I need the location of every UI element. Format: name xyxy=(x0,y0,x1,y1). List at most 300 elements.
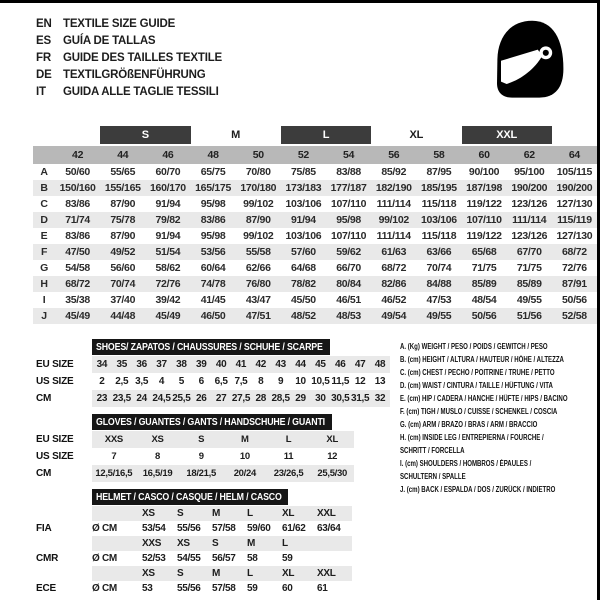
size-value: 103/106 xyxy=(285,230,322,242)
size-col-header: 42 xyxy=(72,149,84,161)
language-title: TEXTILE SIZE GUIDE xyxy=(63,17,176,30)
row-cells xyxy=(92,521,352,536)
shoes-table-title-bar xyxy=(92,339,330,355)
value-cell: 25,5/30 xyxy=(317,468,347,479)
legend-item: G. (cm) ARM / BRAZO / BRAS / ARM / BRACCIO xyxy=(400,420,538,429)
standard-label: ECE xyxy=(36,583,56,594)
value-cell: 32 xyxy=(374,393,386,404)
size-value: 103/106 xyxy=(285,198,322,210)
sub-row xyxy=(36,373,390,390)
textile-table-body xyxy=(33,164,597,324)
size-value: 79/82 xyxy=(155,214,181,226)
size-value: 68/72 xyxy=(381,262,407,274)
size-value: 46/52 xyxy=(381,294,407,306)
row-letter: E xyxy=(40,230,48,242)
legend-item: B. (cm) HEIGHT / ALTURA / HAUTEUR / HÖHE / ALTEZZA xyxy=(400,355,564,364)
value-cell: 30,5 xyxy=(331,393,350,404)
size-value: 43/47 xyxy=(245,294,271,306)
gloves-table-title: GLOVES / GUANTES / GANTS / HANDSCHUHE / GUANTI xyxy=(96,416,325,428)
row-cells xyxy=(92,506,352,521)
size-value: 68/72 xyxy=(65,278,90,290)
value-cell: 4 xyxy=(158,376,165,387)
size-value: 46/51 xyxy=(336,294,361,306)
table-row xyxy=(33,260,597,276)
size-value: 115/118 xyxy=(421,198,457,210)
size-value: 127/130 xyxy=(556,230,593,242)
size-value: 85/89 xyxy=(471,278,497,290)
size-value: 35/38 xyxy=(65,294,90,306)
value-cell: 46 xyxy=(334,359,346,370)
size-value: 76/80 xyxy=(245,278,271,290)
value-cell: 23 xyxy=(96,393,108,404)
size-value: 53/56 xyxy=(200,246,226,258)
language-title: GUIDA ALLE TAGLIE TESSILI xyxy=(63,85,219,98)
size-value: 47/50 xyxy=(65,246,90,258)
size-value: 99/102 xyxy=(243,230,274,242)
size-value: 49/55 xyxy=(516,294,542,306)
legend-item: F. (cm) TIGH / MUSLO / CUISSE / SCHENKEL / COSCIA xyxy=(400,407,558,416)
value-cell: 34 xyxy=(96,359,108,370)
row-letter: H xyxy=(40,278,48,290)
size-value: 78/82 xyxy=(291,278,316,290)
shoes-table-title: SHOES/ ZAPATOS / CHAUSSURES / SCHUHE / SCARPE xyxy=(96,341,323,353)
size-value: 46/50 xyxy=(200,310,226,322)
row-label: CM xyxy=(36,468,52,479)
helmet-size-header: XL xyxy=(282,568,295,579)
value-cell: 23/26,5 xyxy=(273,468,304,479)
sub-row xyxy=(36,448,354,465)
value-cell: 29 xyxy=(295,393,306,404)
helmet-size-header: M xyxy=(247,538,256,549)
helmet-size-value: 57/58 xyxy=(212,523,236,534)
value-cell: 13 xyxy=(374,376,386,387)
value-cell: 31,5 xyxy=(350,393,370,404)
value-cell: 38 xyxy=(176,359,187,370)
helmet-size-header: L xyxy=(247,508,253,519)
row-letter: I xyxy=(42,294,46,306)
size-value: 91/94 xyxy=(155,198,181,210)
size-value: 61/63 xyxy=(381,246,407,258)
helmet-size-value: 53/54 xyxy=(142,523,166,534)
size-value: 83/86 xyxy=(200,214,226,226)
sub-row xyxy=(36,465,354,482)
size-value: 190/200 xyxy=(556,182,593,194)
size-value: 95/98 xyxy=(336,214,361,226)
helmet-size-value: 57/58 xyxy=(212,583,236,594)
size-value: 83/88 xyxy=(336,166,361,178)
row-cells xyxy=(92,551,352,566)
size-value: 52/58 xyxy=(562,310,587,322)
value-cell: XL xyxy=(326,434,338,445)
language-code: ES xyxy=(36,34,51,47)
language-code: IT xyxy=(36,85,46,98)
legend-item: C. (cm) CHEST / PECHO / POITRINE / TRUHE / PETTO xyxy=(400,368,555,377)
size-value: 75/78 xyxy=(110,214,136,226)
size-value: 123/126 xyxy=(511,230,548,242)
language-row xyxy=(36,49,222,66)
size-group-l: L xyxy=(281,126,371,144)
size-value: 44/48 xyxy=(110,310,136,322)
size-value: 50/56 xyxy=(562,294,587,306)
size-value: 111/114 xyxy=(512,214,547,226)
size-col-header: 64 xyxy=(568,149,580,161)
helmet-table-title-bar xyxy=(92,489,288,505)
size-value: 51/54 xyxy=(155,246,181,258)
value-cell: 45 xyxy=(315,359,326,370)
size-value: 48/53 xyxy=(336,310,361,322)
size-number-header-row xyxy=(33,146,597,164)
sub-row xyxy=(36,390,390,407)
size-value: 66/70 xyxy=(336,262,361,274)
table-row xyxy=(33,308,597,324)
size-col-header: 62 xyxy=(523,149,535,161)
size-value: 105/115 xyxy=(556,166,593,178)
value-cell: 25,5 xyxy=(172,393,191,404)
size-value: 45/50 xyxy=(291,294,316,306)
size-value: 50/56 xyxy=(471,310,497,322)
value-cell: 24,5 xyxy=(152,393,171,404)
size-value: 65/75 xyxy=(200,166,226,178)
size-value: 99/102 xyxy=(378,214,409,226)
size-value: 59/62 xyxy=(336,246,361,258)
size-value: 45/49 xyxy=(155,310,181,322)
size-value: 74/78 xyxy=(200,278,226,290)
helmet-size-value: 63/64 xyxy=(317,523,341,534)
size-group-xl: XL xyxy=(409,129,424,141)
size-value: 90/100 xyxy=(468,166,500,178)
size-value: 39/42 xyxy=(155,294,181,306)
helmet-size-value: 59 xyxy=(247,583,258,594)
value-cell: 10 xyxy=(295,376,306,387)
size-value: 55/58 xyxy=(245,246,271,258)
legend-item: E. (cm) HIP / CADERA / HANCHE / HÜFTE / HIPS / BACINO xyxy=(400,394,568,403)
row-cells xyxy=(92,431,354,448)
size-col-header: 44 xyxy=(117,149,129,161)
size-value: 56/60 xyxy=(110,262,136,274)
sub-row xyxy=(36,536,352,551)
language-code: EN xyxy=(36,17,52,30)
standard-label: FIA xyxy=(36,523,52,534)
size-value: 107/110 xyxy=(330,230,367,242)
size-value: 91/94 xyxy=(291,214,316,226)
language-row xyxy=(36,32,222,49)
size-col-header: 52 xyxy=(297,149,309,161)
language-title: GUÍA DE TALLAS xyxy=(63,34,156,47)
value-cell: 23,5 xyxy=(112,393,131,404)
size-value: 37/40 xyxy=(110,294,136,306)
size-value: 65/68 xyxy=(471,246,497,258)
size-value: 107/110 xyxy=(330,198,367,210)
helmet-size-value: 59 xyxy=(282,553,293,564)
size-col-header: 60 xyxy=(478,149,490,161)
language-title-list xyxy=(36,15,222,100)
size-value: 160/170 xyxy=(149,182,186,194)
size-col-header: 46 xyxy=(162,149,174,161)
standard-label: CMR xyxy=(36,553,59,564)
helmet-size-header: S xyxy=(212,538,219,549)
helmet-size-header: XXS xyxy=(142,538,162,549)
size-value: 47/51 xyxy=(245,310,271,322)
helmet-size-value: 61 xyxy=(317,583,328,594)
size-col-header: 56 xyxy=(388,149,400,161)
legend-item: SCHRITT / FORCELLA xyxy=(400,446,465,455)
size-value: 70/74 xyxy=(110,278,136,290)
size-value: 71/74 xyxy=(65,214,90,226)
helmet-size-header: XS xyxy=(142,508,155,519)
row-label: CM xyxy=(36,393,52,404)
row-label: EU SIZE xyxy=(36,359,74,370)
language-row xyxy=(36,83,222,100)
size-value: 165/175 xyxy=(195,182,231,194)
size-value: 54/58 xyxy=(65,262,90,274)
sub-row xyxy=(36,521,352,536)
size-value: 63/66 xyxy=(426,246,452,258)
value-cell: 48 xyxy=(374,359,386,370)
sub-row xyxy=(36,506,352,521)
legend-item: J. (cm) BACK / ESPALDA / DOS / ZURÜCK / INDIETRO xyxy=(400,485,556,494)
gloves-table-grid xyxy=(36,431,354,482)
table-row xyxy=(33,276,597,292)
language-row xyxy=(36,66,222,83)
row-letter: F xyxy=(40,246,48,258)
diameter-unit: Ø CM xyxy=(92,553,117,564)
sub-row xyxy=(36,431,354,448)
helmet-size-header: XL xyxy=(282,508,295,519)
value-cell: 3,5 xyxy=(135,376,149,387)
helmet-size-value: 55/56 xyxy=(177,583,201,594)
value-cell: 36 xyxy=(136,359,147,370)
row-cells xyxy=(92,356,390,373)
size-value: 48/52 xyxy=(291,310,316,322)
value-cell: 2 xyxy=(99,376,105,387)
size-value: 55/65 xyxy=(110,166,136,178)
value-cell: 12 xyxy=(354,376,366,387)
size-value: 50/60 xyxy=(65,166,90,178)
legend-item: SCHULTERN / SPALLE xyxy=(400,472,466,481)
value-cell: 5 xyxy=(178,376,184,387)
size-value: 123/126 xyxy=(511,198,548,210)
size-value: 71/75 xyxy=(516,262,542,274)
size-value: 80/84 xyxy=(336,278,361,290)
size-value: 150/160 xyxy=(59,182,96,194)
value-cell: 24 xyxy=(136,393,147,404)
row-label: US SIZE xyxy=(36,376,74,387)
size-value: 111/114 xyxy=(376,230,411,242)
size-value: 182/190 xyxy=(375,182,412,194)
size-col-header: 48 xyxy=(207,149,219,161)
value-cell: XS xyxy=(151,434,164,445)
size-value: 60/64 xyxy=(200,262,226,274)
size-value: 111/114 xyxy=(376,198,411,210)
row-letter: D xyxy=(40,214,48,226)
size-value: 60/70 xyxy=(155,166,181,178)
helmet-size-header: XXL xyxy=(317,568,336,579)
helmet-size-value: 54/55 xyxy=(177,553,201,564)
row-letter: J xyxy=(41,310,47,322)
value-cell: 10,5 xyxy=(311,376,330,387)
row-cells xyxy=(92,465,354,482)
table-row xyxy=(33,164,597,180)
size-value: 95/98 xyxy=(200,198,226,210)
textile-size-table xyxy=(33,125,597,324)
size-value: 68/72 xyxy=(562,246,587,258)
language-title: GUIDE DES TAILLES TEXTILE xyxy=(63,51,222,64)
size-value: 115/118 xyxy=(421,230,457,242)
helmet-size-value: 53 xyxy=(142,583,153,594)
helmet-size-header: XXL xyxy=(317,508,336,519)
sub-row xyxy=(36,356,390,373)
value-cell: 11 xyxy=(283,451,294,462)
size-value: 70/74 xyxy=(426,262,452,274)
value-cell: 43 xyxy=(275,359,286,370)
row-cells xyxy=(92,536,352,551)
sub-row xyxy=(36,581,352,596)
value-cell: 47 xyxy=(354,359,366,370)
row-label: US SIZE xyxy=(36,451,74,462)
value-cell: 28 xyxy=(255,393,267,404)
row-cells xyxy=(92,448,354,465)
helmet-size-value: 52/53 xyxy=(142,553,166,564)
value-cell: 42 xyxy=(255,359,267,370)
helmet-size-header: L xyxy=(247,568,253,579)
size-value: 49/55 xyxy=(426,310,452,322)
helmet-table-title: HELMET / CASCO / CASQUE / HELM / CASCO xyxy=(96,491,282,503)
language-code: FR xyxy=(36,51,51,64)
size-col-header: 58 xyxy=(433,149,445,161)
value-cell: 39 xyxy=(195,359,207,370)
table-row xyxy=(33,292,597,308)
language-row xyxy=(36,15,222,32)
row-cells xyxy=(92,373,390,390)
size-value: 99/102 xyxy=(243,198,274,210)
table-row xyxy=(33,244,597,260)
size-value: 85/92 xyxy=(381,166,407,178)
size-value: 119/122 xyxy=(466,198,502,210)
value-cell: 20/24 xyxy=(233,468,256,479)
table-row xyxy=(33,196,597,212)
diameter-unit: Ø CM xyxy=(92,523,117,534)
helmet-table-grid xyxy=(36,506,352,596)
helmet-size-value: 55/56 xyxy=(177,523,201,534)
value-cell: 2,5 xyxy=(115,376,129,387)
size-value: 82/86 xyxy=(381,278,407,290)
value-cell: 6 xyxy=(198,376,204,387)
size-value: 95/98 xyxy=(200,230,226,242)
value-cell: L xyxy=(285,434,292,445)
size-value: 187/198 xyxy=(466,182,502,194)
size-value: 83/86 xyxy=(65,230,90,242)
size-value: 87/90 xyxy=(245,214,271,226)
value-cell: 16,5/19 xyxy=(142,468,173,479)
size-group-header-row xyxy=(33,125,597,145)
helmet-size-value: 58 xyxy=(247,553,258,564)
value-cell: 12,5/16,5 xyxy=(95,468,133,479)
size-value: 51/56 xyxy=(516,310,542,322)
measurement-legend xyxy=(400,340,600,496)
size-value: 83/86 xyxy=(65,198,90,210)
size-col-header: 54 xyxy=(343,149,355,161)
size-value: 71/75 xyxy=(471,262,497,274)
value-cell: 11,5 xyxy=(331,376,350,387)
size-group-s: S xyxy=(100,126,190,144)
value-cell: 18/21,5 xyxy=(186,468,216,479)
value-cell: 30 xyxy=(315,393,326,404)
helmet-size-header: M xyxy=(212,568,221,579)
size-value: 57/60 xyxy=(291,246,316,258)
row-cells xyxy=(92,566,352,581)
row-letter: G xyxy=(40,262,48,274)
size-value: 103/106 xyxy=(420,214,457,226)
value-cell: 40 xyxy=(215,359,227,370)
sub-row xyxy=(36,551,352,566)
row-cells xyxy=(92,390,390,407)
size-value: 170/180 xyxy=(240,182,277,194)
legend-item: D. (cm) WAIST / CINTURA / TAILLE / HÜFTUNG / VITA xyxy=(400,381,553,390)
legend-item: H. (cm) INSIDE LEG / ENTREPIERNA / FOURCHE / xyxy=(400,433,544,442)
size-value: 49/54 xyxy=(381,310,407,322)
size-value: 49/52 xyxy=(110,246,136,258)
size-group-xxl: XXL xyxy=(462,126,552,144)
value-cell: 41 xyxy=(235,359,247,370)
gloves-table-title-bar xyxy=(92,414,332,430)
helmet-size-header: S xyxy=(177,568,184,579)
helmet-size-header: L xyxy=(282,538,288,549)
value-cell: 26 xyxy=(195,393,207,404)
size-value: 87/90 xyxy=(110,230,136,242)
size-col-header: 50 xyxy=(252,149,264,161)
value-cell: 27,5 xyxy=(231,393,251,404)
size-value: 67/70 xyxy=(516,246,542,258)
value-cell: M xyxy=(241,434,249,445)
size-value: 45/49 xyxy=(65,310,90,322)
row-letter: A xyxy=(40,166,48,178)
size-value: 58/62 xyxy=(155,262,181,274)
table-row xyxy=(33,228,597,244)
size-value: 87/90 xyxy=(110,198,136,210)
size-value: 70/80 xyxy=(245,166,271,178)
table-row xyxy=(33,212,597,228)
size-value: 173/183 xyxy=(285,182,322,194)
size-value: 84/88 xyxy=(426,278,452,290)
size-value: 75/85 xyxy=(291,166,316,178)
value-cell: S xyxy=(198,434,205,445)
legend-item: I. (cm) SHOULDERS / HOMBROS / ÉPAULES / xyxy=(400,459,532,468)
language-code: DE xyxy=(36,68,52,81)
size-value: 185/195 xyxy=(420,182,457,194)
value-cell: 8 xyxy=(155,451,160,462)
helmet-size-value: 60 xyxy=(282,583,293,594)
size-value: 41/45 xyxy=(200,294,226,306)
table-row xyxy=(33,180,597,196)
size-value: 48/54 xyxy=(471,294,497,306)
size-value: 107/110 xyxy=(466,214,502,226)
size-group-m: M xyxy=(231,129,241,141)
size-value: 127/130 xyxy=(556,198,593,210)
size-value: 72/76 xyxy=(155,278,181,290)
value-cell: 28,5 xyxy=(271,393,290,404)
size-value: 155/165 xyxy=(104,182,141,194)
size-value: 119/122 xyxy=(466,230,502,242)
size-value: 62/66 xyxy=(245,262,271,274)
value-cell: 7,5 xyxy=(234,376,248,387)
row-label: EU SIZE xyxy=(36,434,74,445)
value-cell: 6,5 xyxy=(214,376,228,387)
helmet-size-header: S xyxy=(177,508,184,519)
row-letter: C xyxy=(40,198,48,210)
size-value: 47/53 xyxy=(426,294,452,306)
size-value: 85/89 xyxy=(516,278,542,290)
value-cell: 7 xyxy=(111,451,117,462)
